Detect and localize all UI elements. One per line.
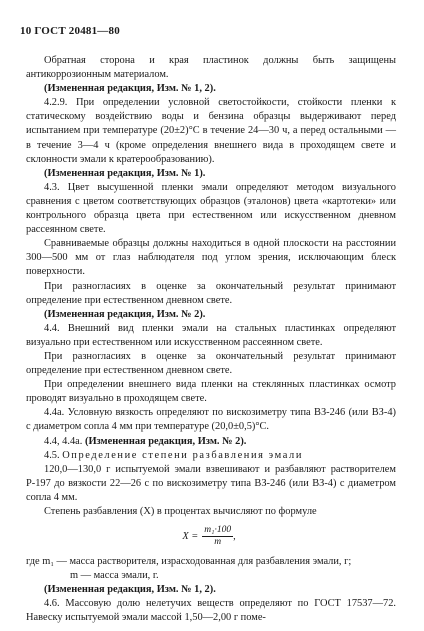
section-heading: Определение степени разбавления эмали [62, 449, 303, 461]
page-number: 10 [20, 25, 32, 37]
paragraph: 4.2.9. При определении условной светостойкости, стойкости пленки к статическому воздействию воды и бензина образцы выдерживают перед испытанием при температуре (20±2)°С в течение 24—30 ч, а перед остальными — в течение 3—4 ч (кроме определения внешнего вида в проходящем свете и склонности эмали к кратерообразованию). [26, 97, 396, 165]
standard-designation: ГОСТ 20481—80 [34, 25, 120, 37]
document-body [26, 54, 396, 626]
amendment-note: (Измененная редакция, Изм. № 1, 2). [44, 83, 216, 95]
page-header [20, 25, 120, 37]
paragraph: 4.4. Внешний вид пленки эмали на стальных пластинках определяют визуально при естественном или искусственном рассеянном свете. [26, 322, 396, 348]
paragraph: 120,0—130,0 г испытуемой эмали взвешивают и разбавляют растворителем Р-197 до вязкости 22—26 с по вискозиметру типа ВЗ-246 (или ВЗ-4) с диаметром сопла 4 мм. [26, 463, 396, 503]
paragraph: При определении внешнего вида пленки на стеклянных пластинках осмотр проводят визуально в проходящем свете. [26, 379, 396, 405]
paragraph: 4.3. Цвет высушенной пленки эмали определяют методом визуального сравнения с цветом соответствующих образцов (эталонов) цвета «картотеки» или контрольного образца цвета при естественном или искусственном дневном рассеянном свете. [26, 181, 396, 236]
amendment-note: (Измененная редакция, Изм. № 2). [84, 435, 247, 447]
paragraph: 4.6. Массовую долю нелетучих веществ определяют по ГОСТ 17537—72. Навеску испытуемой эмали массой 1,50—2,00 г поме- [26, 598, 396, 624]
formula-denominator: m [214, 537, 222, 548]
paragraph: 4.4а. Условную вязкость определяют по вискозиметру типа ВЗ-246 (или ВЗ-4) с диаметром сопла 4 мм при температуре (20,0±0,5)°С. [26, 407, 396, 433]
amendment-note: (Измененная редакция, Изм. № 2). [44, 308, 206, 320]
formula-definition: m — масса эмали, г. [70, 570, 159, 582]
formula-numerator: m₁·100 [204, 525, 232, 536]
formula-trailing: , [233, 530, 236, 542]
paragraph: Степень разбавления (X) в процентах вычисляют по формуле [44, 506, 317, 517]
clause-reference: 4.4, 4.4а. [44, 435, 85, 447]
paragraph: При разногласиях в оценке за окончательный результат принимают определение при естественном дневном свете. [26, 280, 396, 306]
paragraph: Сравниваемые образцы должны находиться в одной плоскости на расстоянии 300—500 мм от глаз наблюдателя под углом зрения, исключающим блеск поверхности. [26, 238, 396, 278]
amendment-note: (Измененная редакция, Изм. № 1). [44, 167, 206, 179]
formula-lhs: X = [182, 530, 199, 542]
amendment-note: (Измененная редакция, Изм. № 1, 2). [44, 584, 216, 596]
section-heading-line [26, 449, 396, 463]
amendment-note-line [26, 435, 396, 449]
clause-number: 4.5. [44, 449, 63, 461]
formula-definition: где m₁ — масса растворителя, израсходованная для разбавления эмали, г; [26, 556, 352, 568]
paragraph: При разногласиях в оценке за окончательный результат принимают определение при естественном дневном свете. [26, 350, 396, 377]
paragraph: Обратная сторона и края пластинок должны быть защищены антикоррозионным материалом. [26, 55, 396, 81]
formula-fraction [202, 525, 233, 548]
formula [26, 525, 396, 548]
